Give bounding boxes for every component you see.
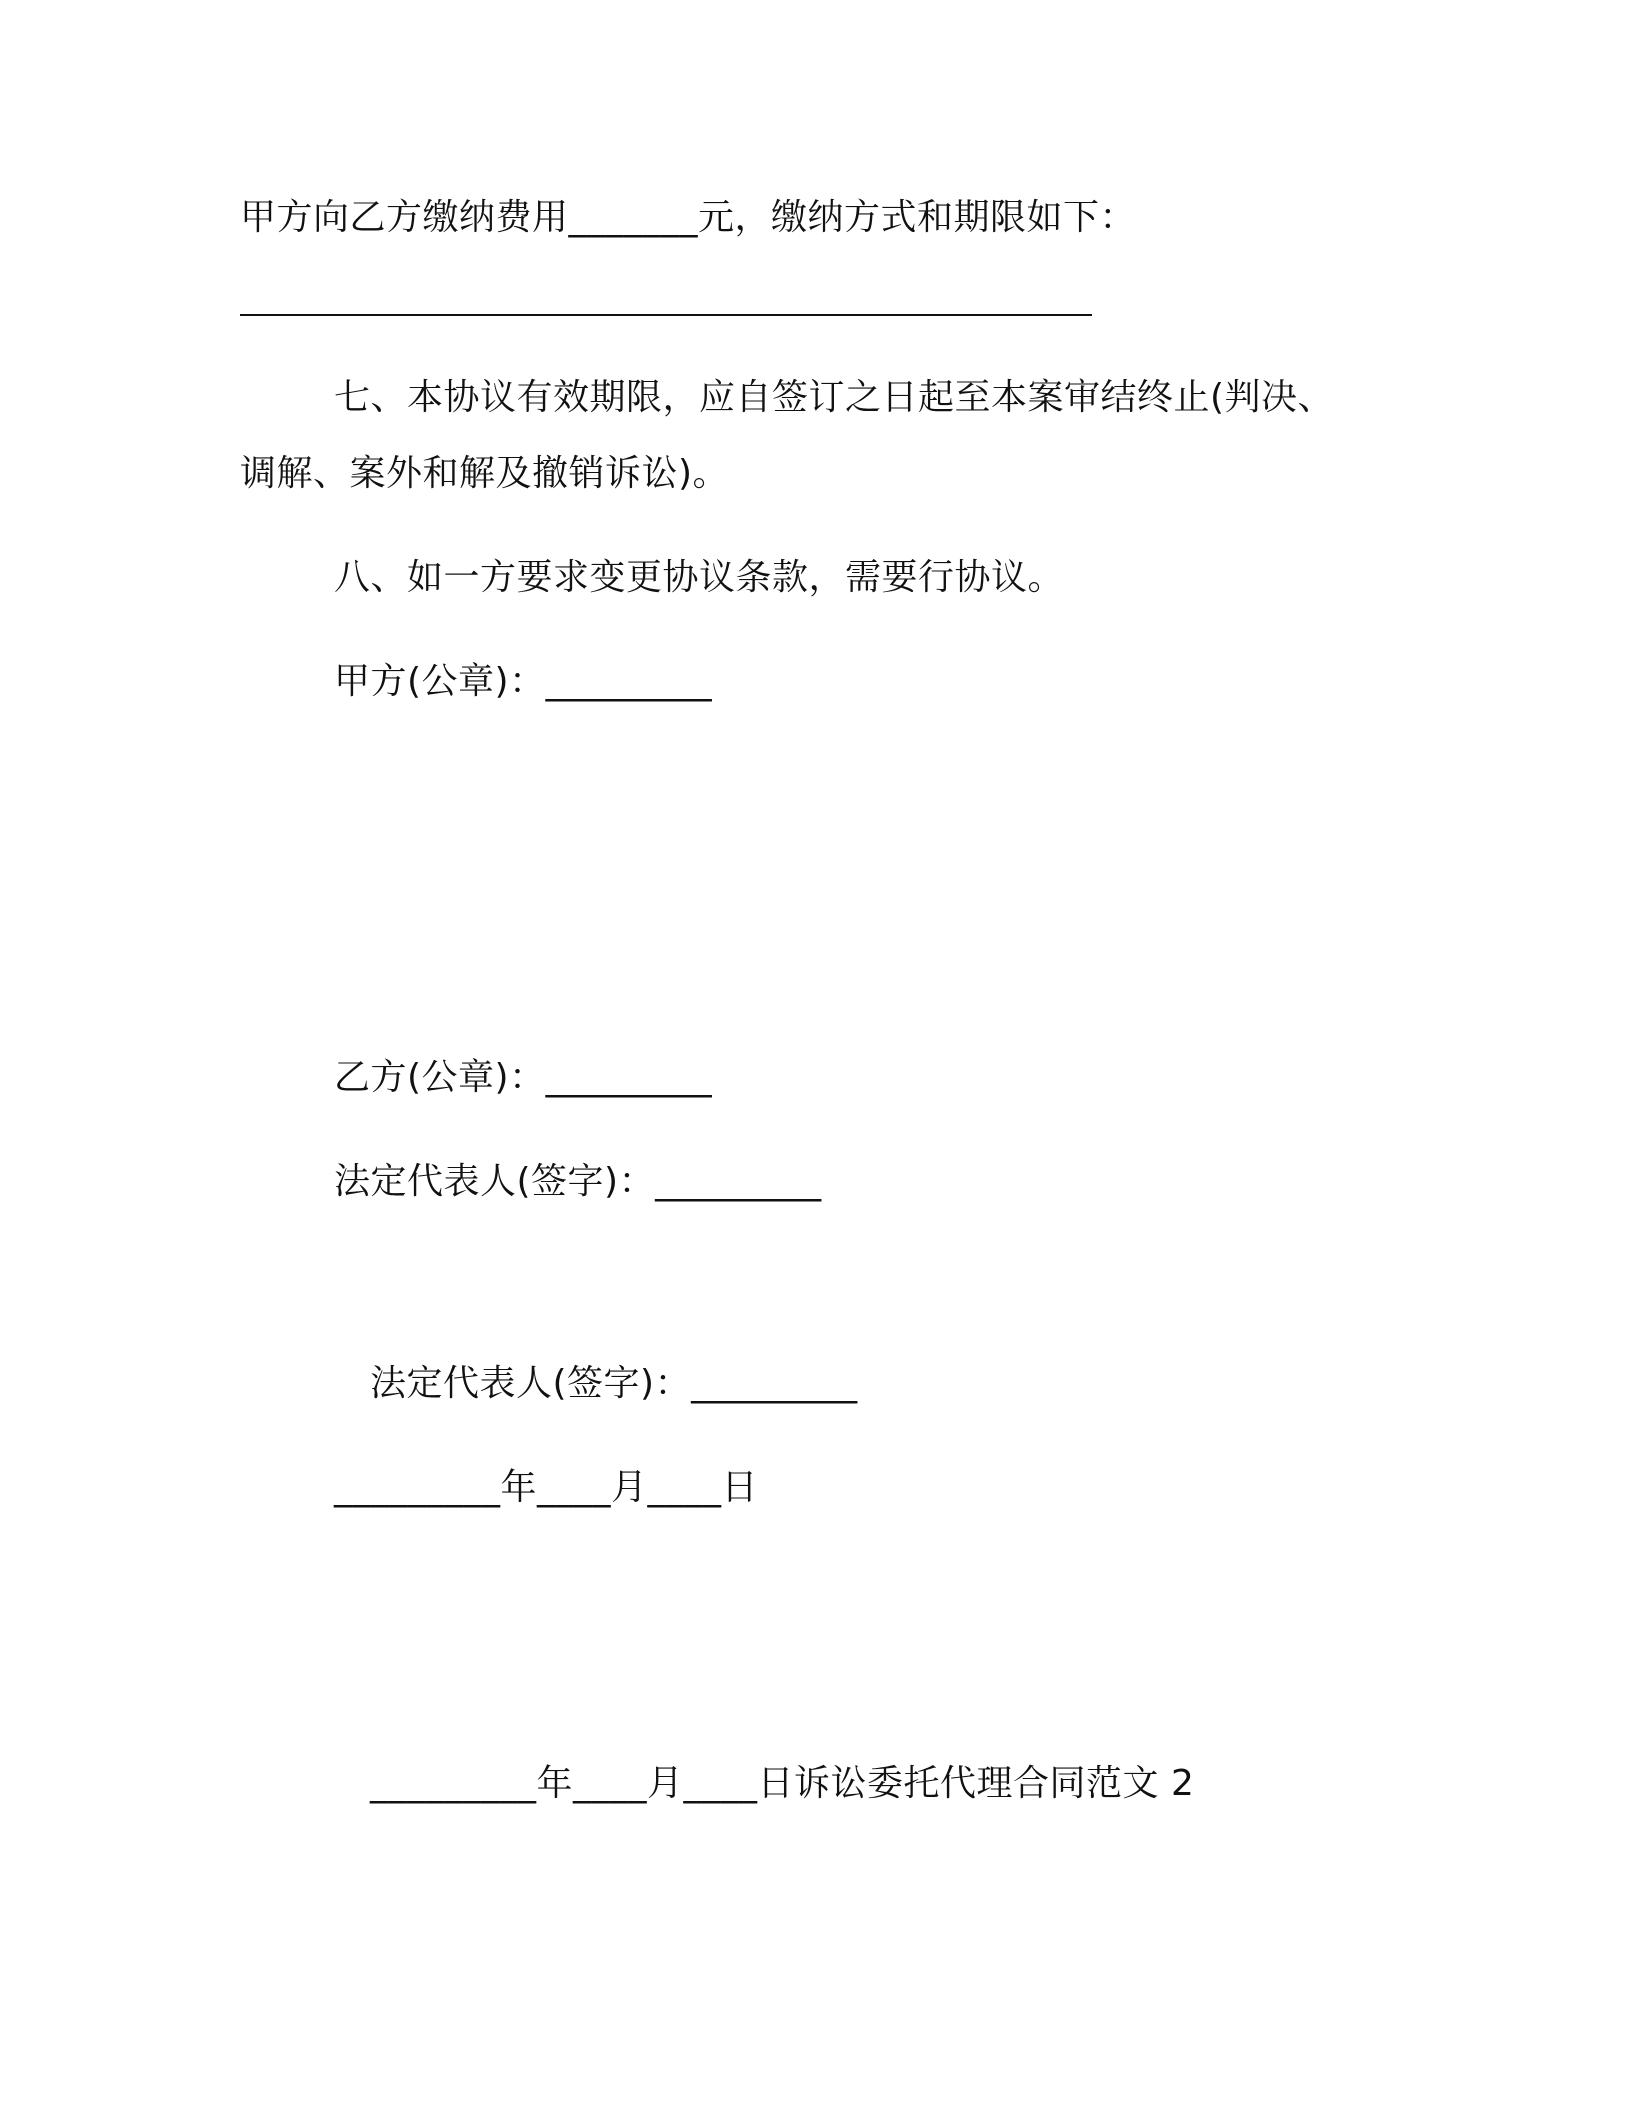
legal-representative-signature-2: 法定代表人(签字)：_________ (370, 1363, 858, 1404)
next-contract-title: _________年____月____日诉讼委托代理合同范文 2 (370, 1763, 1195, 1804)
blank-underline (240, 314, 1092, 316)
party-a-seal: 甲方(公章)：_________ (334, 661, 713, 702)
date-line: _________年____月____日 (334, 1467, 758, 1508)
clause-8: 八、如一方要求变更协议条款，需要行协议。 (334, 557, 1065, 598)
legal-representative-signature-1: 法定代表人(签字)：_________ (334, 1161, 822, 1202)
party-b-seal: 乙方(公章)：_________ (334, 1057, 713, 1098)
payment-line: 甲方向乙方缴纳费用_______元，缴纳方式和期限如下： (240, 197, 1137, 238)
clause-7-line-2: 调解、案外和解及撤销诉讼)。 (240, 453, 730, 494)
clause-7-line-1: 七、本协议有效期限，应自签订之日起至本案审结终止(判决、 (334, 377, 1335, 418)
